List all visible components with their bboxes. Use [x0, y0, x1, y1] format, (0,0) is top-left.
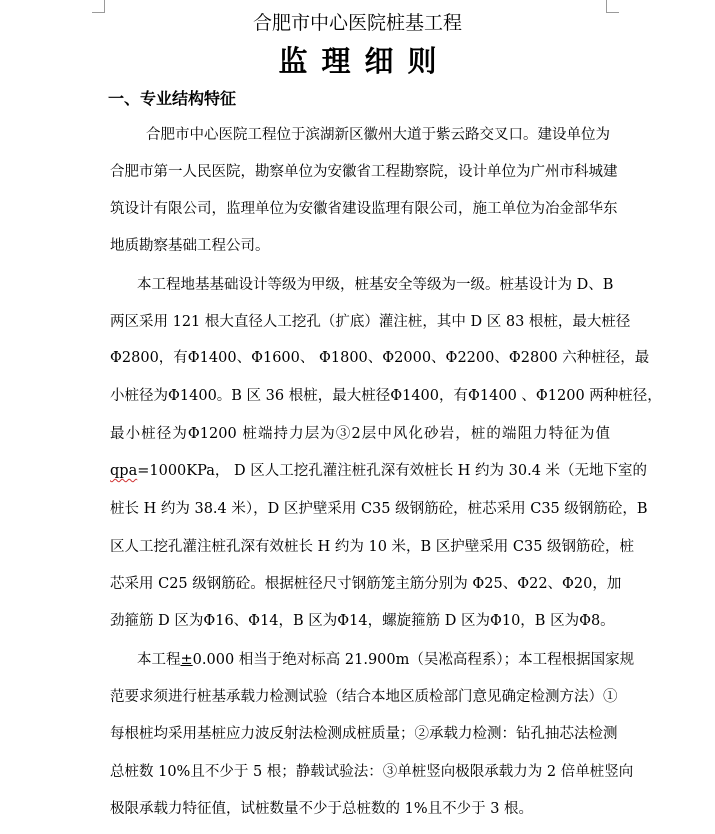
- paragraph-line: 本工程地基基础设计等级为甲级，桩基安全等级为一级。桩基设计为 D、B: [137, 277, 614, 293]
- paragraph-line: [137, 648, 635, 672]
- paragraph-line: 小桩径为Φ1400。B 区 36 根桩，最大桩径Φ1400，有Φ1400 、Φ1200 两种桩径，: [110, 388, 662, 404]
- paragraph-line: 桩长 H 约为 38.4 米），D 区护壁采用 C35 级钢筋砼，桩芯采用 C35 级钢筋砼，B: [110, 501, 648, 517]
- paragraph-line: 每根桩均采用基桩应力波反射法检测成桩质量；②承载力检测：钻孔抽芯法检测: [110, 726, 618, 742]
- spellcheck-flagged-word: qpa: [110, 463, 138, 479]
- paragraph-line: 总桩数 10%且不少于 5 根；静载试验法：③单桩竖向极限承载力为 2 倍单桩竖向: [110, 764, 634, 780]
- paragraph-line: 两区采用 121 根大直径人工挖孔（扩底）灌注桩，其中 D 区 83 根桩，最大桩径: [110, 314, 631, 330]
- document-title: 合肥市中心医院桩基工程: [252, 12, 462, 34]
- paragraph-line: 地质勘察基础工程公司。: [110, 238, 270, 254]
- line-text: 本工程: [137, 652, 181, 668]
- document-subtitle: 监理细则: [278, 44, 451, 78]
- paragraph-line: 合肥市第一人民医院，勘察单位为安徽省工程勘察院，设计单位为广州市科城建: [110, 164, 618, 180]
- line-text: 0.000 相当于绝对标高 21.900m（吴凇高程系）；本工程根据国家规: [192, 652, 635, 668]
- paragraph-line: 筑设计有限公司，监理单位为安徽省建设监理有限公司，施工单位为冶金部华东: [110, 201, 618, 217]
- plus-minus-symbol: ±: [180, 652, 193, 668]
- paragraph-line: 区人工挖孔灌注桩孔深有效桩长 H 约为 10 米，B 区护壁采用 C35 级钢筋砼，桩: [110, 539, 635, 555]
- line-text: =1000KPa， D 区人工挖孔灌注桩孔深有效桩长 H 约为 30.4 米（无地下室的: [137, 463, 648, 479]
- paragraph-line: [110, 459, 648, 483]
- paragraph-line: 最小桩径为Φ1200 桩端持力层为③2层中风化砂岩，桩的端阻力特征为值: [110, 426, 610, 442]
- paragraph-line: 劲箍筋 D 区为Φ16、Φ14，B 区为Φ14，螺旋箍筋 D 区为Φ10，B 区为Φ8。: [110, 613, 615, 629]
- paragraph-line: Φ2800，有Φ1400、Φ1600、 Φ1800、Φ2000、Φ2200、Φ2800 六种桩径，最: [110, 350, 650, 366]
- section-heading: 一、专业结构特征: [108, 89, 237, 108]
- paragraph-line: 合肥市中心医院工程位于滨湖新区徽州大道于紫云路交叉口。建设单位为: [146, 127, 610, 143]
- paragraph-line: 芯采用 C25 级钢筋砼。根据桩径尺寸钢筋笼主筋分别为 Φ25、Φ22、Φ20，加: [110, 576, 622, 592]
- paragraph-line: 范要求须进行桩基承载力检测试验（结合本地区质检部门意见确定检测方法）①: [110, 689, 618, 705]
- paragraph-line: 极限承载力特征值，试桩数量不少于总桩数的 1%且不少于 3 根。: [110, 801, 534, 817]
